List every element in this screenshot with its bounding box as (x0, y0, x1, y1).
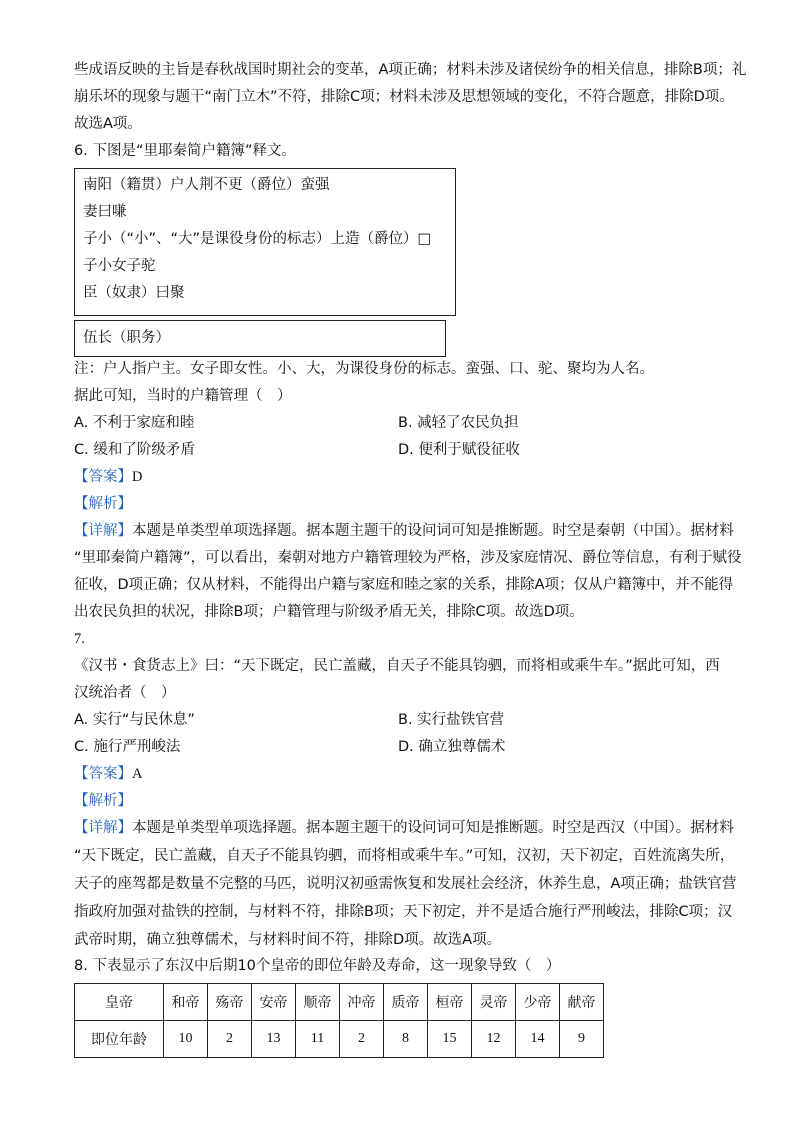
answer-tag: 【答案】 (74, 469, 132, 485)
q8-stem: 8. 下表显示了东汉中后期10个皇帝的即位年龄及寿命，这一现象导致（ ） (74, 958, 561, 974)
accession-age-cell: 2 (340, 1021, 384, 1058)
table-row-label: 即位年龄 (75, 1021, 164, 1058)
accession-age-cell: 14 (516, 1021, 560, 1058)
accession-age-cell: 15 (428, 1021, 472, 1058)
q6-note: 注：户人指户主。女子即女性。小、大，为课役身份的标志。蛮强、口、驼、聚均为人名。 (74, 361, 654, 377)
q6-detail-line: “里耶秦简户籍簿”，可以看出，秦朝对地方户籍管理较为严格，涉及家庭情况、爵位等信息，有利于赋役 (74, 550, 742, 566)
q7-detail-text: 本题是单类型单项选择题。据本题主题干的设问词可知是推断题。时空是西汉（中国）。据材料 (132, 820, 734, 836)
q7-analysis-tag (74, 791, 132, 811)
q6-answer (74, 467, 142, 487)
q6-detail-text: 本题是单类型单项选择题。据本题主题干的设问词可知是推断题。时空是秦朝（中国）。据材料 (132, 523, 734, 539)
q6-detail-line (74, 521, 734, 541)
accession-age-cell: 11 (296, 1021, 340, 1058)
q7-detail-line: 天子的座驾都是数量不完整的马匹，说明汉初亟需恢复和发展社会经济，休养生息，A项正确；盐铁官营 (74, 876, 737, 892)
emperor-name-cell: 桓帝 (428, 984, 472, 1021)
q6-household-register-box (74, 168, 456, 316)
q7-answer (74, 764, 142, 784)
emperor-name-cell: 顺帝 (296, 984, 340, 1021)
accession-age-cell: 12 (472, 1021, 516, 1058)
q6-answer-value: D (132, 469, 143, 485)
answer-tag: 【答案】 (74, 766, 132, 782)
q6-register-line: 臣（奴隶）曰聚 (83, 285, 185, 301)
q7-stem-line-2: 汉统治者（ ） (74, 685, 176, 701)
q6-register-line: 子小（“小”、“大”是课役身份的标志）上造（爵位）□ (83, 231, 432, 247)
q7-option-c: C. 施行严刑峻法 (74, 739, 181, 755)
q7-detail-line: 武帝时期，确立独尊儒术，与材料时间不符，排除D项。故选A项。 (74, 932, 502, 948)
q7-option-a: A. 实行“与民休息” (74, 712, 195, 728)
q7-detail-line: “天下既定，民亡盖藏，自天子不能具钧驷，而将相或乘牛车。”可知，汉初，天下初定，百姓流离失所， (74, 848, 735, 864)
emperor-name-cell: 质帝 (384, 984, 428, 1021)
emperor-age-table (74, 983, 604, 1058)
detail-tag: 【详解】 (74, 820, 132, 836)
emperor-name-cell: 献帝 (560, 984, 604, 1021)
q7-detail-line: 指政府加强对盐铁的控制，与材料不符，排除B项；天下初定，并不是适合施行严刑峻法，排除C项；汉 (74, 904, 733, 920)
accession-age-cell: 2 (208, 1021, 252, 1058)
accession-age-cell: 10 (164, 1021, 208, 1058)
detail-tag: 【详解】 (74, 523, 132, 539)
q6-option-c: C. 缓和了阶级矛盾 (74, 442, 195, 458)
q7-option-b: B. 实行盐铁官营 (398, 712, 505, 728)
q6-position-box (74, 320, 446, 357)
q6-detail-line: 征收，D项正确；仅从材料，不能得出户籍与家庭和睦之家的关系，排除A项；仅从户籍簿中，并不能得 (74, 577, 734, 593)
prev-analysis-line-1: 些成语反映的主旨是春秋战国时期社会的变革，A项正确；材料未涉及诸侯纷争的相关信息，排除B项；礼 (74, 62, 747, 78)
emperor-name-cell: 和帝 (164, 984, 208, 1021)
q6-detail-line: 出农民负担的状况，排除B项；户籍管理与阶级矛盾无关，排除C项。故选D项。 (74, 604, 584, 620)
q6-register-line: 南阳（籍贯）户人荆不更（爵位）蛮强 (83, 177, 330, 193)
q7-stem-line-1: 《汉书・食货志上》曰：“天下既定，民亡盖藏，自天子不能具钧驷，而将相或乘牛车。”据此可知，西 (74, 658, 720, 674)
table-header-label: 皇帝 (75, 984, 164, 1021)
accession-age-cell: 8 (384, 1021, 428, 1058)
prev-analysis-line-3: 故选A项。 (74, 116, 142, 132)
accession-age-cell: 9 (560, 1021, 604, 1058)
prev-analysis-line-2: 崩乐坏的现象与题干“南门立木”不符，排除C项；材料未涉及思想领域的变化，不符合题意，排除D项。 (74, 89, 734, 105)
emperor-name-cell: 灵帝 (472, 984, 516, 1021)
q6-register-line: 子小女子驼 (83, 258, 156, 274)
analysis-tag: 【解析】 (74, 793, 132, 809)
q6-analysis-tag (74, 494, 132, 514)
q6-stem: 6. 下图是“里耶秦简户籍簿”释文。 (74, 143, 296, 159)
emperor-name-cell: 安帝 (252, 984, 296, 1021)
q6-position-text: 伍长（职务） (83, 330, 170, 346)
q6-option-b: B. 减轻了农民负担 (398, 415, 519, 431)
q7-number: 7. (74, 631, 85, 647)
analysis-tag: 【解析】 (74, 496, 132, 512)
emperor-name-cell: 少帝 (516, 984, 560, 1021)
q6-question: 据此可知，当时的户籍管理（ ） (74, 388, 292, 404)
emperor-name-cell: 殇帝 (208, 984, 252, 1021)
accession-age-cell: 13 (252, 1021, 296, 1058)
table-header-row (75, 984, 604, 1021)
q7-detail-line (74, 818, 734, 838)
q6-option-d: D. 便利于赋役征收 (398, 442, 520, 458)
q6-option-a: A. 不利于家庭和睦 (74, 415, 195, 431)
emperor-name-cell: 冲帝 (340, 984, 384, 1021)
q7-answer-value: A (132, 766, 143, 782)
q7-option-d: D. 确立独尊儒术 (398, 739, 506, 755)
table-row (75, 1021, 604, 1058)
q6-register-line: 妻曰嗛 (83, 204, 127, 220)
